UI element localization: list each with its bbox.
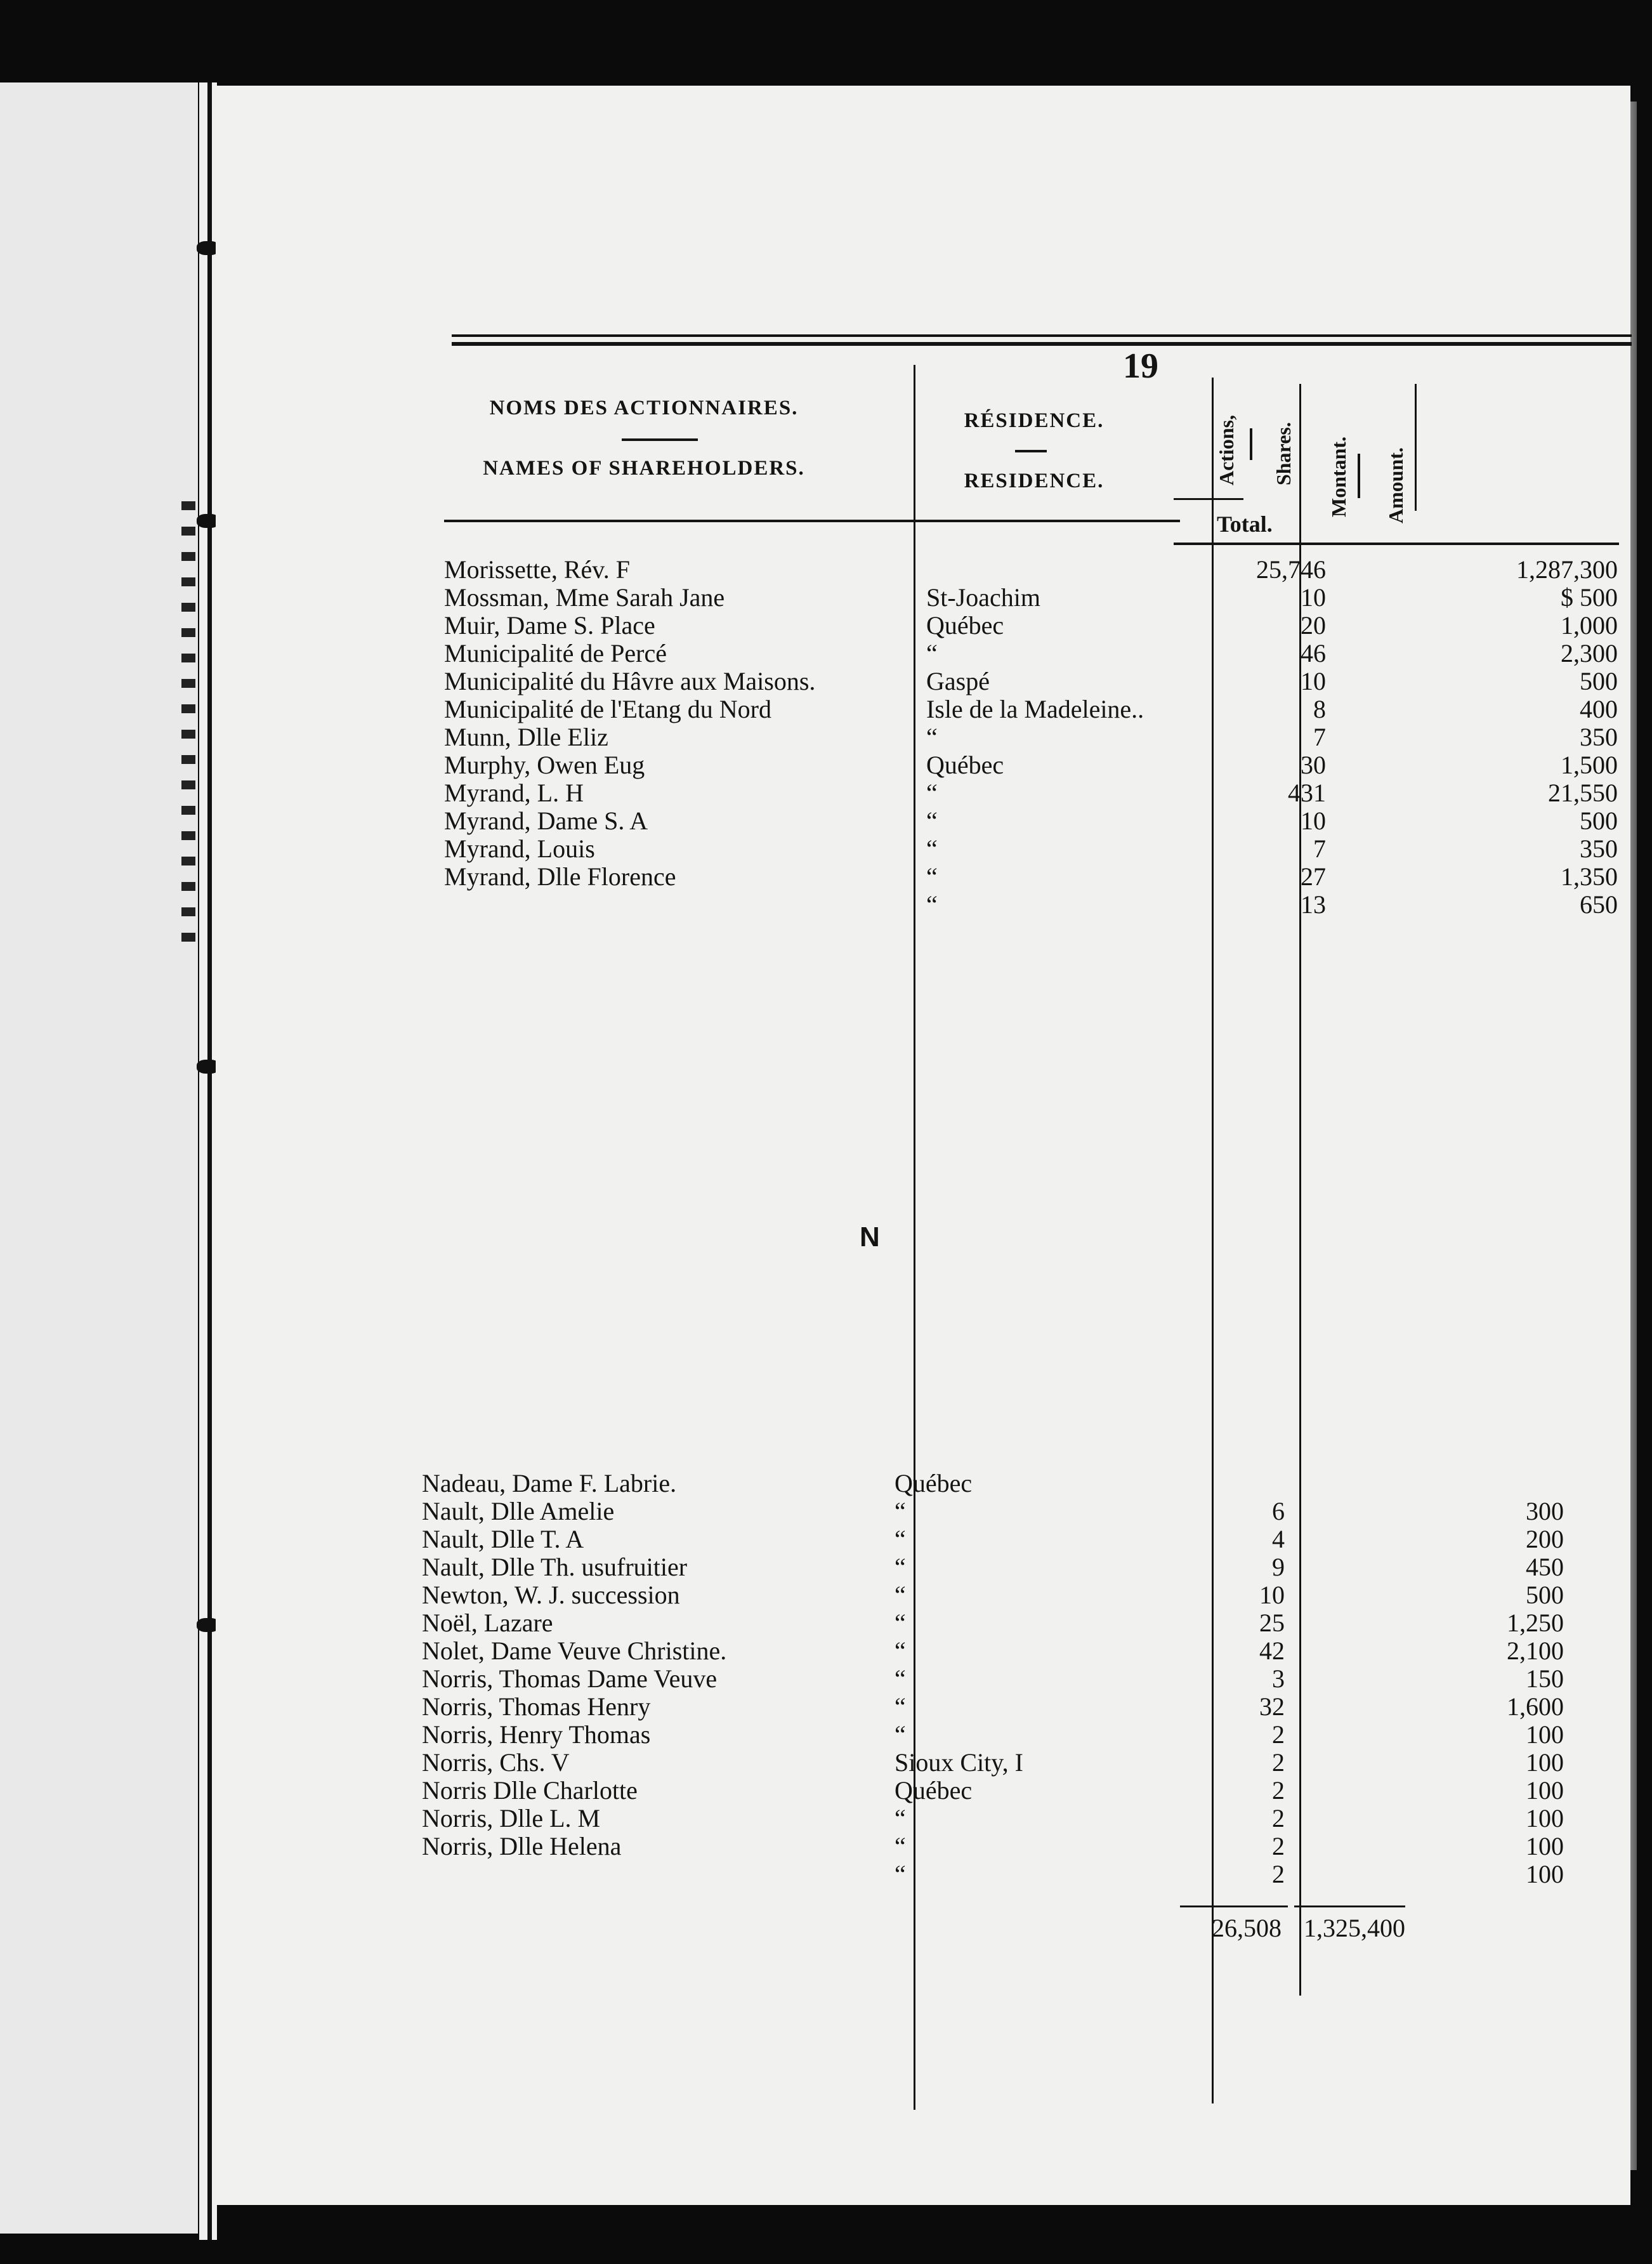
shares: 6 <box>1272 1497 1285 1525</box>
residence: “ <box>926 806 938 835</box>
shareholder-name: Munn, Dlle Eliz <box>444 723 608 751</box>
table-row <box>422 1553 1602 1582</box>
shareholder-name: Myrand, Dame S. A <box>444 806 648 835</box>
header-names-en: NAMES OF SHAREHOLDERS. <box>483 457 805 480</box>
residence: “ <box>926 723 938 751</box>
binding-thread <box>207 82 212 2240</box>
header-amount-fr: Montant. <box>1327 436 1350 517</box>
header-bottom-rule <box>1174 543 1619 545</box>
section-letter: N <box>860 1221 880 1253</box>
header-residence-fr: RÉSIDENCE. <box>964 409 1105 432</box>
table-row <box>422 1692 1602 1721</box>
shares: 20 <box>1301 611 1326 640</box>
table-row <box>444 555 1624 584</box>
table-row <box>422 1720 1602 1749</box>
residence: “ <box>895 1720 906 1749</box>
header-shares-en: Shares. <box>1272 422 1295 485</box>
shares: 9 <box>1272 1553 1285 1581</box>
shareholder-name: Nault, Dlle Th. usufruitier <box>422 1553 688 1581</box>
amount: 200 <box>1526 1525 1564 1553</box>
shares: 27 <box>1301 862 1326 891</box>
header-dash <box>1015 450 1047 452</box>
header-bottom-rule <box>444 520 1180 522</box>
book-spine <box>199 82 217 2240</box>
residence: Québec <box>895 1469 973 1497</box>
table-row <box>444 862 1624 892</box>
shareholder-name: Mossman, Mme Sarah Jane <box>444 583 725 612</box>
residence: “ <box>895 1636 906 1665</box>
shareholder-name: Norris, Dlle Helena <box>422 1832 622 1860</box>
amount: 1,000 <box>1561 611 1618 640</box>
shares: 2 <box>1272 1860 1285 1888</box>
amount: 1,350 <box>1561 862 1618 891</box>
table-row <box>422 1804 1602 1833</box>
shares: 7 <box>1313 723 1326 751</box>
residence: Québec <box>895 1776 973 1805</box>
table-row <box>422 1860 1602 1889</box>
ledger-page <box>216 86 1630 2205</box>
shares: 2 <box>1272 1804 1285 1833</box>
residence: “ <box>895 1497 906 1525</box>
amount: 100 <box>1526 1804 1564 1833</box>
shareholder-name: Municipalité de l'Etang du Nord <box>444 695 771 723</box>
total-shares: 26,508 <box>1212 1914 1282 1942</box>
shareholder-name: Myrand, Louis <box>444 834 595 863</box>
table-row <box>422 1469 1602 1498</box>
shareholder-name: Nault, Dlle Amelie <box>422 1497 615 1525</box>
residence: “ <box>926 639 938 668</box>
amount: 500 <box>1580 667 1618 695</box>
facing-page-column-marks <box>181 501 195 945</box>
residence: Isle de la Madeleine.. <box>926 695 1144 723</box>
table-row <box>444 806 1624 836</box>
table-row <box>444 779 1624 808</box>
amount: 650 <box>1580 890 1618 919</box>
residence: “ <box>926 890 938 919</box>
table-row <box>422 1609 1602 1638</box>
table-row <box>444 890 1624 919</box>
amount: 1,287,300 <box>1516 555 1618 584</box>
shareholder-name: Myrand, Dlle Florence <box>444 862 676 891</box>
shares: 32 <box>1259 1692 1285 1721</box>
page-number: 19 <box>1123 346 1158 386</box>
header-top-rule <box>452 334 1632 337</box>
shares: 4 <box>1272 1525 1285 1553</box>
shareholder-name: Municipalité du Hâvre aux Maisons. <box>444 667 816 695</box>
residence: “ <box>895 1860 906 1888</box>
shareholder-name: Norris, Thomas Dame Veuve <box>422 1664 718 1693</box>
shares: 10 <box>1259 1581 1285 1609</box>
shareholder-name: Myrand, L. H <box>444 779 584 807</box>
shareholder-name: Norris Dlle Charlotte <box>422 1776 638 1805</box>
shareholder-name: Norris, Dlle L. M <box>422 1804 601 1833</box>
header-top-rule <box>452 342 1632 346</box>
amount: 450 <box>1526 1553 1564 1581</box>
residence: “ <box>926 834 938 863</box>
shares: 46 <box>1301 639 1326 668</box>
shares: 2 <box>1272 1720 1285 1749</box>
residence: St-Joachim <box>926 583 1040 612</box>
table-row <box>444 751 1624 780</box>
amount: 350 <box>1580 723 1618 751</box>
shares: 8 <box>1313 695 1326 723</box>
table-row <box>444 611 1624 640</box>
residence: Sioux City, I <box>895 1748 1023 1777</box>
shareholder-name: Noël, Lazare <box>422 1609 553 1637</box>
table-row <box>444 723 1624 752</box>
shareholder-name: Norris, Chs. V <box>422 1748 570 1777</box>
amount: $ 500 <box>1561 583 1618 612</box>
amount: 2,100 <box>1507 1636 1564 1665</box>
header-dash <box>1250 428 1252 460</box>
amount: 100 <box>1526 1720 1564 1749</box>
column-divider <box>1415 384 1417 511</box>
shareholder-name: Norris, Thomas Henry <box>422 1692 651 1721</box>
residence: “ <box>895 1692 906 1721</box>
shareholder-name: Municipalité de Percé <box>444 639 667 668</box>
header-dash <box>1358 454 1360 498</box>
residence: “ <box>926 779 938 807</box>
shareholder-name: Muir, Dame S. Place <box>444 611 655 640</box>
shares: 2 <box>1272 1748 1285 1777</box>
amount: 1,500 <box>1561 751 1618 779</box>
table-row <box>422 1664 1602 1694</box>
residence: “ <box>895 1832 906 1860</box>
table-row <box>444 583 1624 612</box>
shareholder-name: Norris, Henry Thomas <box>422 1720 651 1749</box>
shares: 13 <box>1301 890 1326 919</box>
residence: “ <box>895 1804 906 1833</box>
residence: “ <box>895 1553 906 1581</box>
amount: 100 <box>1526 1748 1564 1777</box>
shares: 7 <box>1313 834 1326 863</box>
amount: 150 <box>1526 1664 1564 1693</box>
amount: 400 <box>1580 695 1618 723</box>
shares: 10 <box>1301 583 1326 612</box>
residence: “ <box>926 862 938 891</box>
header-dash <box>622 438 698 441</box>
amount: 100 <box>1526 1832 1564 1860</box>
amount: 1,250 <box>1507 1609 1564 1637</box>
table-row <box>422 1497 1602 1526</box>
shares: 42 <box>1259 1636 1285 1665</box>
amount: 1,600 <box>1507 1692 1564 1721</box>
amount: 100 <box>1526 1860 1564 1888</box>
header-names-fr: NOMS DES ACTIONNAIRES. <box>489 397 799 419</box>
total-divider <box>1174 498 1243 500</box>
shares: 10 <box>1301 667 1326 695</box>
table-row <box>444 667 1624 696</box>
table-row <box>422 1776 1602 1805</box>
table-row <box>422 1581 1602 1610</box>
total-rule <box>1294 1905 1405 1907</box>
shareholder-name: Newton, W. J. succession <box>422 1581 680 1609</box>
shareholder-name: Murphy, Owen Eug <box>444 751 645 779</box>
table-row <box>422 1832 1602 1861</box>
residence: “ <box>895 1609 906 1637</box>
amount: 500 <box>1526 1581 1564 1609</box>
amount: 350 <box>1580 834 1618 863</box>
shareholder-name: Nault, Dlle T. A <box>422 1525 584 1553</box>
shares: 25 <box>1259 1609 1285 1637</box>
table-row <box>444 639 1624 668</box>
header-shares-fr: Actions, <box>1215 414 1238 485</box>
residence: “ <box>895 1664 906 1693</box>
header-amount-en: Amount. <box>1384 447 1407 523</box>
shareholder-name: Morissette, Rév. F <box>444 555 630 584</box>
table-row <box>422 1525 1602 1554</box>
total-amount: 1,325,400 <box>1304 1914 1405 1942</box>
table-row <box>444 695 1624 724</box>
residence: “ <box>895 1525 906 1553</box>
shares: 2 <box>1272 1776 1285 1805</box>
shareholder-name: Nolet, Dame Veuve Christine. <box>422 1636 727 1665</box>
shares: 30 <box>1301 751 1326 779</box>
residence: “ <box>895 1581 906 1609</box>
header-total: Total. <box>1217 511 1273 537</box>
facing-page-edge <box>0 82 198 2234</box>
shareholder-name: Nadeau, Dame F. Labrie. <box>422 1469 677 1497</box>
header-residence-en: RESIDENCE. <box>964 470 1105 492</box>
amount: 100 <box>1526 1776 1564 1805</box>
shares: 431 <box>1288 779 1326 807</box>
residence: Québec <box>926 751 1004 779</box>
total-rule <box>1180 1905 1288 1907</box>
shares: 3 <box>1272 1664 1285 1693</box>
amount: 300 <box>1526 1497 1564 1525</box>
shares: 10 <box>1301 806 1326 835</box>
amount: 500 <box>1580 806 1618 835</box>
table-row <box>422 1636 1602 1666</box>
residence: Gaspé <box>926 667 990 695</box>
amount: 2,300 <box>1561 639 1618 668</box>
table-row <box>444 834 1624 864</box>
amount: 21,550 <box>1548 779 1618 807</box>
residence: Québec <box>926 611 1004 640</box>
table-row <box>422 1748 1602 1777</box>
shares: 2 <box>1272 1832 1285 1860</box>
shares: 25,746 <box>1256 555 1326 584</box>
